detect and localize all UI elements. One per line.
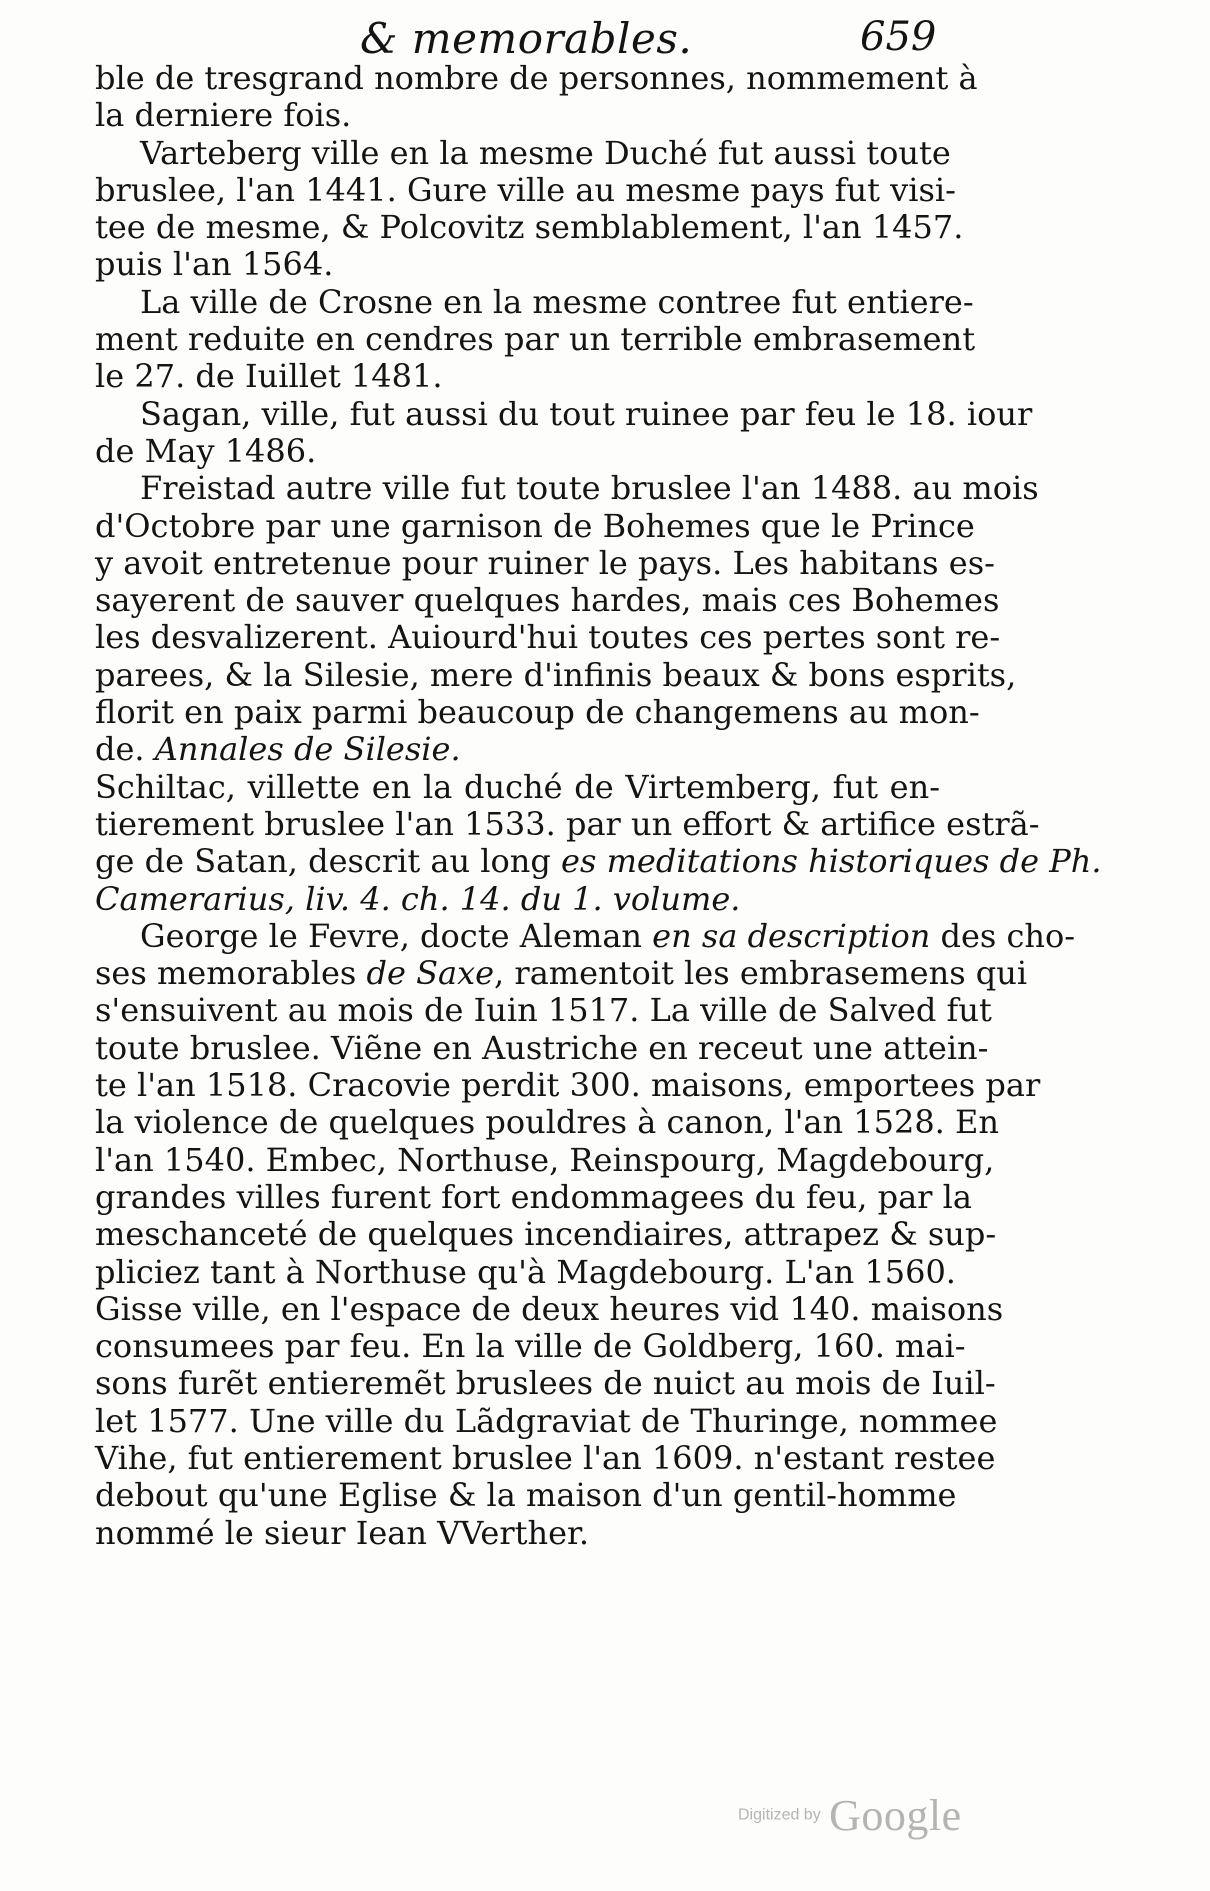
text-line bbox=[95, 954, 1028, 993]
text-line: Vihe, fut entierement bruslee l'an 1609. n'estant restee bbox=[95, 1438, 996, 1477]
page-number: 659 bbox=[860, 14, 937, 60]
text-line: ment reduite en cendres par un terrible embrasement bbox=[95, 320, 976, 359]
google-logo: Google bbox=[829, 1791, 962, 1840]
text-line: consumees par feu. En la ville de Goldberg, 160. mai- bbox=[95, 1327, 966, 1366]
text-line: sons furẽt entieremẽt bruslees de nuict au mois de Iuil- bbox=[95, 1364, 996, 1403]
text-line: parees, & la Silesie, mere d'infinis beaux & bons esprits, bbox=[95, 655, 1017, 694]
text-line: s'ensuivent au mois de Iuin 1517. La ville de Salved fut bbox=[95, 991, 992, 1030]
running-title: & memorables. bbox=[360, 14, 693, 63]
source-citation-line: Camerarius, liv. 4. ch. 14. du 1. volume. bbox=[95, 879, 741, 918]
text-line bbox=[95, 731, 940, 768]
text-line: toute bruslee. Viẽne en Austriche en receut une attein- bbox=[95, 1028, 989, 1067]
text-line: Sagan, ville, fut aussi du tout ruinee par feu le 18. iour bbox=[140, 394, 1033, 433]
text-line: te l'an 1518. Cracovie perdit 300. maisons, emportees par bbox=[95, 1066, 1041, 1105]
text-line: l'an 1540. Embec, Northuse, Reinspourg, Magdebourg, bbox=[95, 1140, 995, 1179]
text-line: Varteberg ville en la mesme Duché fut aussi toute bbox=[140, 133, 951, 172]
source-citation: es meditations historiques de Ph. bbox=[561, 842, 1102, 881]
text-line bbox=[95, 916, 1076, 955]
text-line: puis l'an 1564. bbox=[95, 245, 334, 284]
text-fragment: , ramentoit les embrasemens qui bbox=[494, 954, 1028, 993]
text-line: debout qu'une Eglise & la maison d'un gentil-homme bbox=[95, 1476, 957, 1515]
text-line: d'Octobre par une garnison de Bohemes que le Prince bbox=[95, 506, 975, 545]
text-fragment: des cho- bbox=[930, 916, 1076, 955]
text-line: La ville de Crosne en la mesme contree fut entiere- bbox=[140, 282, 974, 321]
text-line: Freistad autre ville fut toute bruslee l'an 1488. au mois bbox=[140, 469, 1039, 508]
text-line: Schiltac, villette en la duché de Virtemberg, fut en- bbox=[95, 767, 940, 806]
digitized-by-label: Digitized by bbox=[738, 1806, 821, 1824]
text-line: bruslee, l'an 1441. Gure ville au mesme pays fut visi- bbox=[95, 170, 956, 209]
text-line: la derniere fois. bbox=[95, 96, 352, 135]
text-line: tierement bruslee l'an 1533. par un effort & artifice estrã- bbox=[95, 804, 1040, 843]
text-line: grandes villes furent fort endommagees du feu, par la bbox=[95, 1177, 972, 1216]
text-line: let 1577. Une ville du Lãdgraviat de Thuringe, nommee bbox=[95, 1401, 998, 1440]
text-fragment: George le Fevre, docte Aleman bbox=[140, 916, 653, 955]
text-line: la violence de quelques pouldres à canon, l'an 1528. En bbox=[95, 1103, 999, 1142]
text-line: les desvalizerent. Auiourd'hui toutes ces pertes sont re- bbox=[95, 618, 1001, 657]
text-line: ble de tresgrand nombre de personnes, nommement à bbox=[95, 59, 978, 97]
text-line: y avoit entretenue pour ruiner le pays. Les habitans es- bbox=[95, 543, 995, 582]
italic-phrase: de Saxe bbox=[366, 954, 495, 993]
text-line: florit en paix parmi beaucoup de changemens au mon- bbox=[95, 693, 980, 732]
italic-phrase: en sa description bbox=[652, 916, 931, 955]
text-line: le 27. de Iuillet 1481. bbox=[95, 357, 443, 396]
text-line: Gisse ville, en l'espace de deux heures vid 140. maisons bbox=[95, 1289, 1004, 1328]
text-line: nommé le sieur Iean VVerther. bbox=[95, 1513, 589, 1552]
text-fragment: ge de Satan, descrit au long bbox=[95, 842, 562, 881]
main-text-block bbox=[95, 59, 1102, 1552]
digitization-watermark bbox=[738, 1790, 962, 1840]
text-line: sayerent de sauver quelques hardes, mais ces Bohemes bbox=[95, 581, 1000, 620]
text-line: meschanceté de quelques incendiaires, attrapez & sup- bbox=[95, 1215, 997, 1254]
text-line: tee de mesme, & Polcovitz semblablement, l'an 1457. bbox=[95, 208, 964, 247]
text-line: pliciez tant à Northuse qu'à Magdebourg. L'an 1560. bbox=[95, 1252, 956, 1291]
text-fragment: ses memorables bbox=[95, 954, 367, 993]
text-line: de May 1486. bbox=[95, 431, 317, 470]
text-fragment: de. bbox=[95, 730, 155, 769]
text-line bbox=[95, 842, 1102, 881]
source-citation: Annales de Silesie. bbox=[154, 730, 461, 769]
